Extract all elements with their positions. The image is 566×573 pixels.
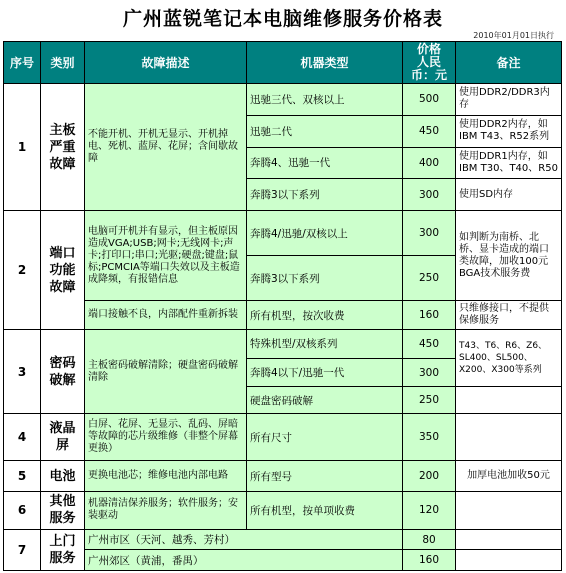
section-4-no: 4 (4, 414, 41, 461)
table-row (4, 84, 562, 116)
section-4-category: 液晶 屏 (41, 414, 85, 461)
header-row (4, 42, 562, 84)
section-3-category: 密码 破解 (41, 330, 85, 414)
service-area: 广州郊区（黄浦，番禺） (85, 550, 403, 571)
section-2-note-extra: 只维修接口，不提供保修服务 (456, 301, 562, 330)
note-empty (456, 387, 562, 414)
section-5-fault: 更换电池芯；维修电池内部电路 (85, 461, 247, 492)
machine-type: 特殊机型/双核系列 (247, 330, 403, 359)
price-value: 200 (403, 461, 456, 492)
note: 使用SD内存 (456, 179, 562, 211)
table-row (4, 550, 562, 571)
section-5-no: 5 (4, 461, 41, 492)
effective-date: 2010年01月01日执行 (473, 31, 554, 40)
machine-type: 奔腾3以下系列 (247, 256, 403, 301)
machine-type: 奔腾4/迅驰/双核以上 (247, 211, 403, 256)
section-1-category: 主板 严重 故障 (41, 84, 85, 211)
section-5-note: 加厚电池加收50元 (456, 461, 562, 492)
machine-type: 奔腾3以下系列 (247, 179, 403, 211)
table-row (4, 461, 562, 492)
note: 使用DDR2内存，如IBM T43、R52系列 (456, 115, 562, 147)
table-row (4, 330, 562, 359)
section-7-no: 7 (4, 529, 41, 570)
header-note: 备注 (456, 42, 562, 84)
section-4-fault: 白屏、花屏、无显示、乱码、屏暗等故障的芯片级维修（非整个屏幕更换） (85, 414, 247, 461)
price-table (3, 41, 562, 571)
section-2-fault: 电脑可开机并有显示，但主板原因造成VGA;USB;网卡;无线网卡;声卡;打印口;串口;光驱;硬盘;键盘;鼠标;PCMCIA等端口失效以及主板造成降频，有报错信息 (85, 211, 247, 301)
price-value: 160 (403, 550, 456, 571)
section-1-no: 1 (4, 84, 41, 211)
section-1-fault: 不能开机、开机无显示、开机掉电、死机、蓝屏、花屏；含间歇故障 (85, 84, 247, 211)
note-empty (456, 550, 562, 571)
price-value: 500 (403, 84, 456, 116)
price-value: 250 (403, 387, 456, 414)
section-3-fault: 主板密码破解清除；硬盘密码破解清除 (85, 330, 247, 414)
machine-type: 硬盘密码破解 (247, 387, 403, 414)
price-value: 300 (403, 358, 456, 387)
table-row (4, 211, 562, 256)
price-value: 450 (403, 115, 456, 147)
header-price-line1: 价格 (416, 42, 441, 56)
section-5-category: 电池 (41, 461, 85, 492)
section-6-category: 其他 服务 (41, 492, 85, 530)
section-2-note: 如判断为南桥、北桥、显卡造成的端口类故障，加收100元BGA技术服务费 (456, 211, 562, 301)
machine-type: 迅驰三代、双核以上 (247, 84, 403, 116)
price-value: 450 (403, 330, 456, 359)
section-6-fault: 机器清洁保养服务；软件服务；安装驱动 (85, 492, 247, 530)
section-3-no: 3 (4, 330, 41, 414)
header-machine: 机器类型 (247, 42, 403, 84)
header-price (403, 42, 456, 84)
section-6-no: 6 (4, 492, 41, 530)
price-value: 160 (403, 301, 456, 330)
price-value: 250 (403, 256, 456, 301)
price-value: 350 (403, 414, 456, 461)
page-title: 广州蓝锐笔记本电脑维修服务价格表 (122, 8, 443, 30)
header-no: 序号 (4, 42, 41, 84)
price-value: 300 (403, 211, 456, 256)
note-empty (456, 529, 562, 550)
section-3-note: T43、T6、R6、Z6、SL400、SL500、X200、X300等系列 (456, 330, 562, 387)
note: 使用DDR2/DDR3内存 (456, 84, 562, 116)
machine-type: 所有机型，按次收费 (247, 301, 403, 330)
section-2-no: 2 (4, 211, 41, 330)
service-area: 广州市区（天河、越秀、芳村） (85, 529, 403, 550)
note: 使用DDR1内存，如IBM T30、T40、R50 (456, 147, 562, 179)
machine-type: 奔腾4以下/迅驰一代 (247, 358, 403, 387)
machine-type: 所有型号 (247, 461, 403, 492)
machine-type: 所有机型，按单项收费 (247, 492, 403, 530)
header-fault: 故障描述 (85, 42, 247, 84)
price-value: 120 (403, 492, 456, 530)
section-2-category: 端口 功能 故障 (41, 211, 85, 330)
table-row (4, 529, 562, 550)
table-row (4, 301, 562, 330)
price-value: 400 (403, 147, 456, 179)
table-row (4, 492, 562, 530)
note-empty (456, 492, 562, 530)
note-empty (456, 414, 562, 461)
section-2-fault-extra: 端口接触不良，内部配件重新拆装 (85, 301, 247, 330)
machine-type: 迅驰二代 (247, 115, 403, 147)
price-value: 80 (403, 529, 456, 550)
table-row (4, 414, 562, 461)
machine-type: 所有尺寸 (247, 414, 403, 461)
machine-type: 奔腾4、迅驰一代 (247, 147, 403, 179)
price-value: 300 (403, 179, 456, 211)
section-7-category: 上门 服务 (41, 529, 85, 570)
header-category: 类别 (41, 42, 85, 84)
header-price-line2: 人民币：元 (410, 55, 447, 82)
